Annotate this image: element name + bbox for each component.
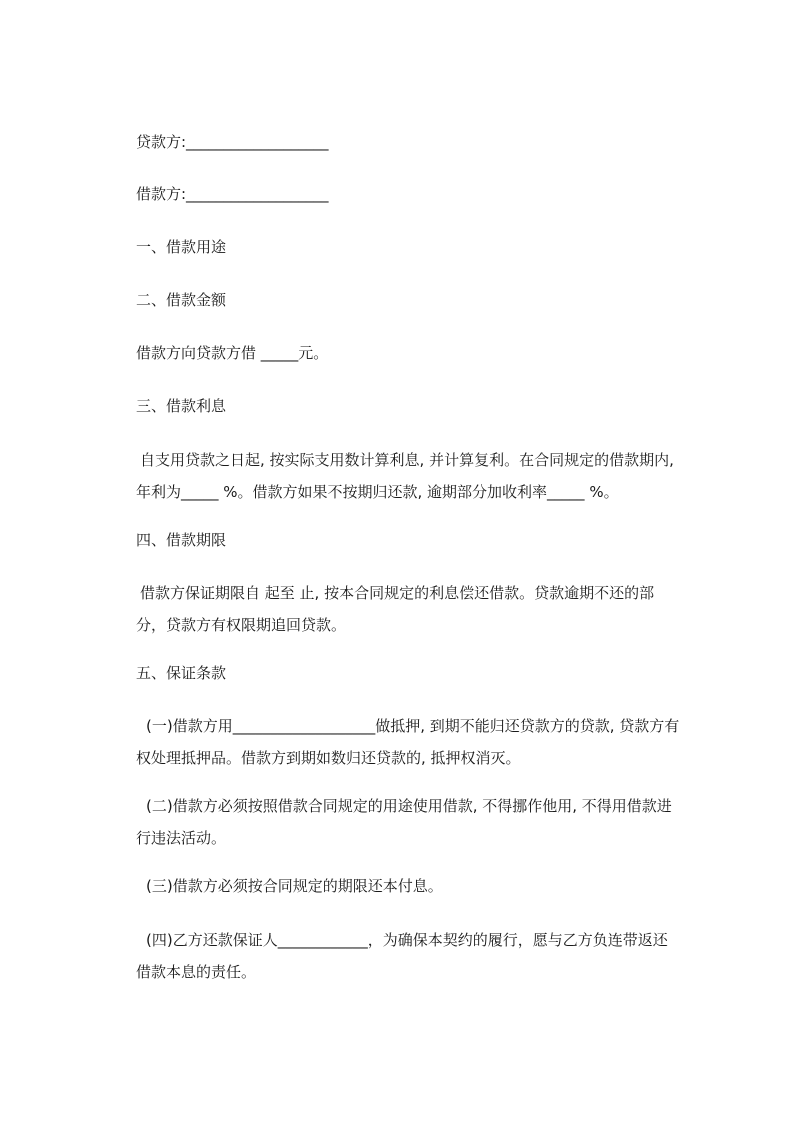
- clause4-paragraph: [136, 930, 714, 982]
- clause3-paragraph: [136, 876, 714, 896]
- section2-title: 二、借款金额: [136, 291, 227, 309]
- section3-paragraph: [136, 450, 714, 502]
- clause2-paragraph: [136, 796, 714, 848]
- section3-line2: 年利为_____ %。借款方如果不按期归还款, 逾期部分加收利率_____ %。: [136, 483, 619, 501]
- clause3-line1: (三)借款方必须按合同规定的期限还本付息。: [146, 877, 443, 895]
- lender-line: 贷款方:___________________: [136, 133, 329, 151]
- clause1-line2: 权处理抵押品。借款方到期如数归还贷款的, 抵押权消灭。: [136, 749, 521, 767]
- clause1-paragraph: [136, 716, 714, 768]
- section1-title: 一、借款用途: [136, 238, 227, 256]
- clause2-line1: (二)借款方必须按照借款合同规定的用途使用借款, 不得挪作他用, 不得用借款进: [146, 797, 672, 815]
- section5-title: 五、保证条款: [136, 664, 227, 682]
- section3-line1: 自支用贷款之日起, 按实际支用数计算利息, 并计算复利。在合同规定的借款期内,: [140, 451, 674, 469]
- section4-paragraph: [136, 583, 714, 635]
- clause4-line1: (四)乙方还款保证人____________，为确保本契约的履行，愿与乙方负连带返还: [146, 931, 668, 949]
- section4-title: 四、借款期限: [136, 531, 227, 549]
- section4-line2: 分，贷款方有权限期追回贷款。: [136, 616, 347, 634]
- clause2-line2: 行违法活动。: [136, 829, 227, 847]
- borrower-line: 借款方:___________________: [136, 185, 329, 203]
- section2-text: 借款方向贷款方借 _____元。: [136, 344, 329, 362]
- section4-line1: 借款方保证期限自 起至 止, 按本合同规定的利息偿还借款。贷款逾期不还的部: [140, 584, 655, 602]
- section3-title: 三、借款利息: [136, 397, 227, 415]
- clause4-line2: 借款本息的责任。: [136, 963, 257, 981]
- clause1-line1: (一)借款方用___________________做抵押, 到期不能归还贷款方的贷款, 贷款方有: [146, 717, 680, 735]
